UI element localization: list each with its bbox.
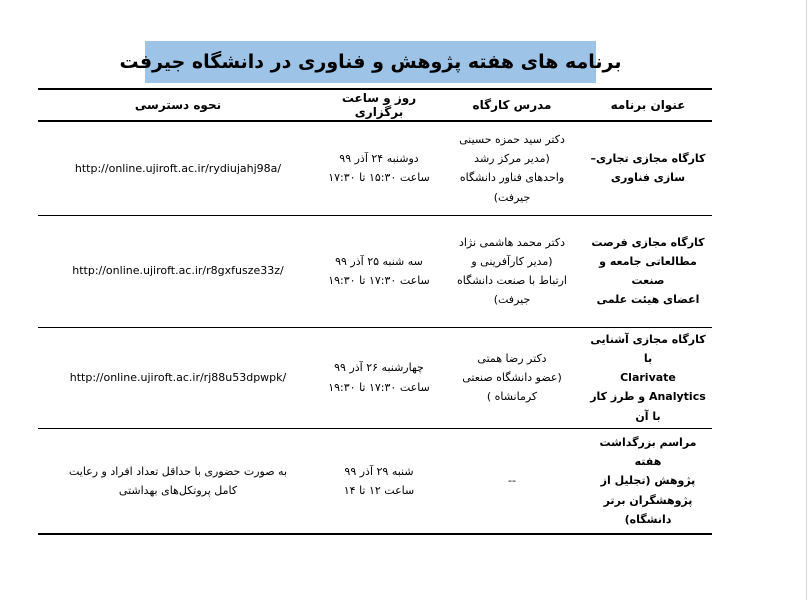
time-line: ساعت ۱۷:۳۰ تا ۱۹:۳۰	[328, 274, 430, 287]
access-link[interactable]: http://online.ujiroft.ac.ir/r8gxfusze33z/	[72, 264, 284, 278]
date-line: دوشنبه ۲۴ آذر ۹۹	[339, 152, 419, 165]
table-row	[38, 215, 712, 327]
instructor-line: دکتر سید حمزه حسینی	[459, 132, 565, 146]
table-row	[38, 428, 712, 534]
program-title-line: پژوهش (تجلیل از	[600, 474, 696, 488]
instructor-cell	[440, 121, 584, 215]
instructor-line: (مدیر کارآفرینی و	[471, 254, 553, 268]
date-time-cell	[318, 215, 440, 327]
access-link[interactable]: http://online.ujiroft.ac.ir/rj88u53dpwpk/	[69, 371, 287, 384]
program-title-cell	[584, 327, 712, 428]
header-date-time: روز و ساعت برگزاری	[341, 91, 417, 119]
instructor-cell	[440, 327, 584, 428]
program-title-cell	[584, 215, 712, 327]
access-link[interactable]: http://online.ujiroft.ac.ir/rydiujahj98a/	[74, 161, 282, 175]
time-line: ساعت ۱۵:۳۰ تا ۱۷:۳۰	[328, 171, 430, 185]
date-line: شنبه ۲۹ آذر ۹۹	[344, 464, 414, 478]
table-header-row	[38, 89, 712, 121]
program-title-line: کارگاه مجازی تجاری–	[590, 152, 706, 165]
access-method-line: کامل پروتکل‌های بهداشتی	[118, 484, 238, 497]
date-line: چهارشنبه ۲۶ آذر ۹۹	[334, 361, 424, 375]
date-time-cell	[318, 121, 440, 215]
program-title-line: مراسم بزرگداشت هفته	[599, 435, 697, 469]
program-title-line: اعضای هیئت علمی	[596, 293, 700, 307]
access-method-line: به صورت حضوری با حداقل تعداد افراد و رعایت	[68, 464, 288, 478]
header-access-method: نحوه دسترسی	[134, 98, 222, 112]
instructor-line: کرمانشاه )	[486, 390, 538, 404]
instructor-cell	[440, 428, 584, 534]
instructor-line: دکتر محمد هاشمی نژاد	[458, 235, 566, 249]
program-title-line: Analytics و طرز کار	[590, 390, 706, 404]
program-title-line: Clarivate	[620, 371, 676, 384]
instructor-line: جیرفت)	[493, 293, 531, 307]
program-title-line: دانشگاه)	[624, 512, 672, 526]
program-title-line: با آن	[635, 409, 661, 423]
program-title-line: مطالعاتی جامعه و صنعت	[599, 254, 697, 287]
date-line: سه شنبه ۲۵ آذر ۹۹	[335, 254, 423, 268]
instructor-line: --	[508, 474, 516, 488]
program-title-cell	[584, 121, 712, 215]
table-row	[38, 121, 712, 215]
page-edge-divider	[806, 0, 807, 600]
instructor-line: دکتر رضا همتی	[477, 351, 547, 365]
date-time-cell	[318, 327, 440, 428]
date-time-cell	[318, 428, 440, 534]
program-title-line: کارگاه مجازی آشنایی با	[590, 332, 706, 365]
program-schedule-table	[38, 88, 712, 535]
document-title: برنامه های هفته پژوهش و فناوری در دانشگاه جیرفت	[145, 41, 596, 83]
instructor-line: (مدیر مرکز رشد	[474, 152, 550, 165]
instructor-line: (عضو دانشگاه صنعتی	[462, 371, 562, 384]
program-title-line: کارگاه مجازی فرصت	[591, 235, 705, 249]
instructor-cell	[440, 215, 584, 327]
time-line: ساعت ۱۲ تا ۱۴	[343, 484, 415, 497]
program-title-line: پژوهشگران برتر	[603, 493, 693, 507]
instructor-line: واحدهای فناور دانشگاه	[459, 171, 565, 185]
instructor-line: جیرفت)	[493, 190, 531, 204]
header-instructor: مدرس کارگاه	[472, 98, 552, 112]
program-title-cell	[584, 428, 712, 534]
instructor-line: ارتباط با صنعت دانشگاه	[457, 274, 567, 287]
access-method-cell	[38, 428, 318, 534]
header-program-title: عنوان برنامه	[610, 98, 686, 112]
time-line: ساعت ۱۷:۳۰ تا ۱۹:۳۰	[328, 380, 430, 394]
program-title-line: سازی فناوری	[610, 171, 686, 185]
table-row	[38, 327, 712, 428]
